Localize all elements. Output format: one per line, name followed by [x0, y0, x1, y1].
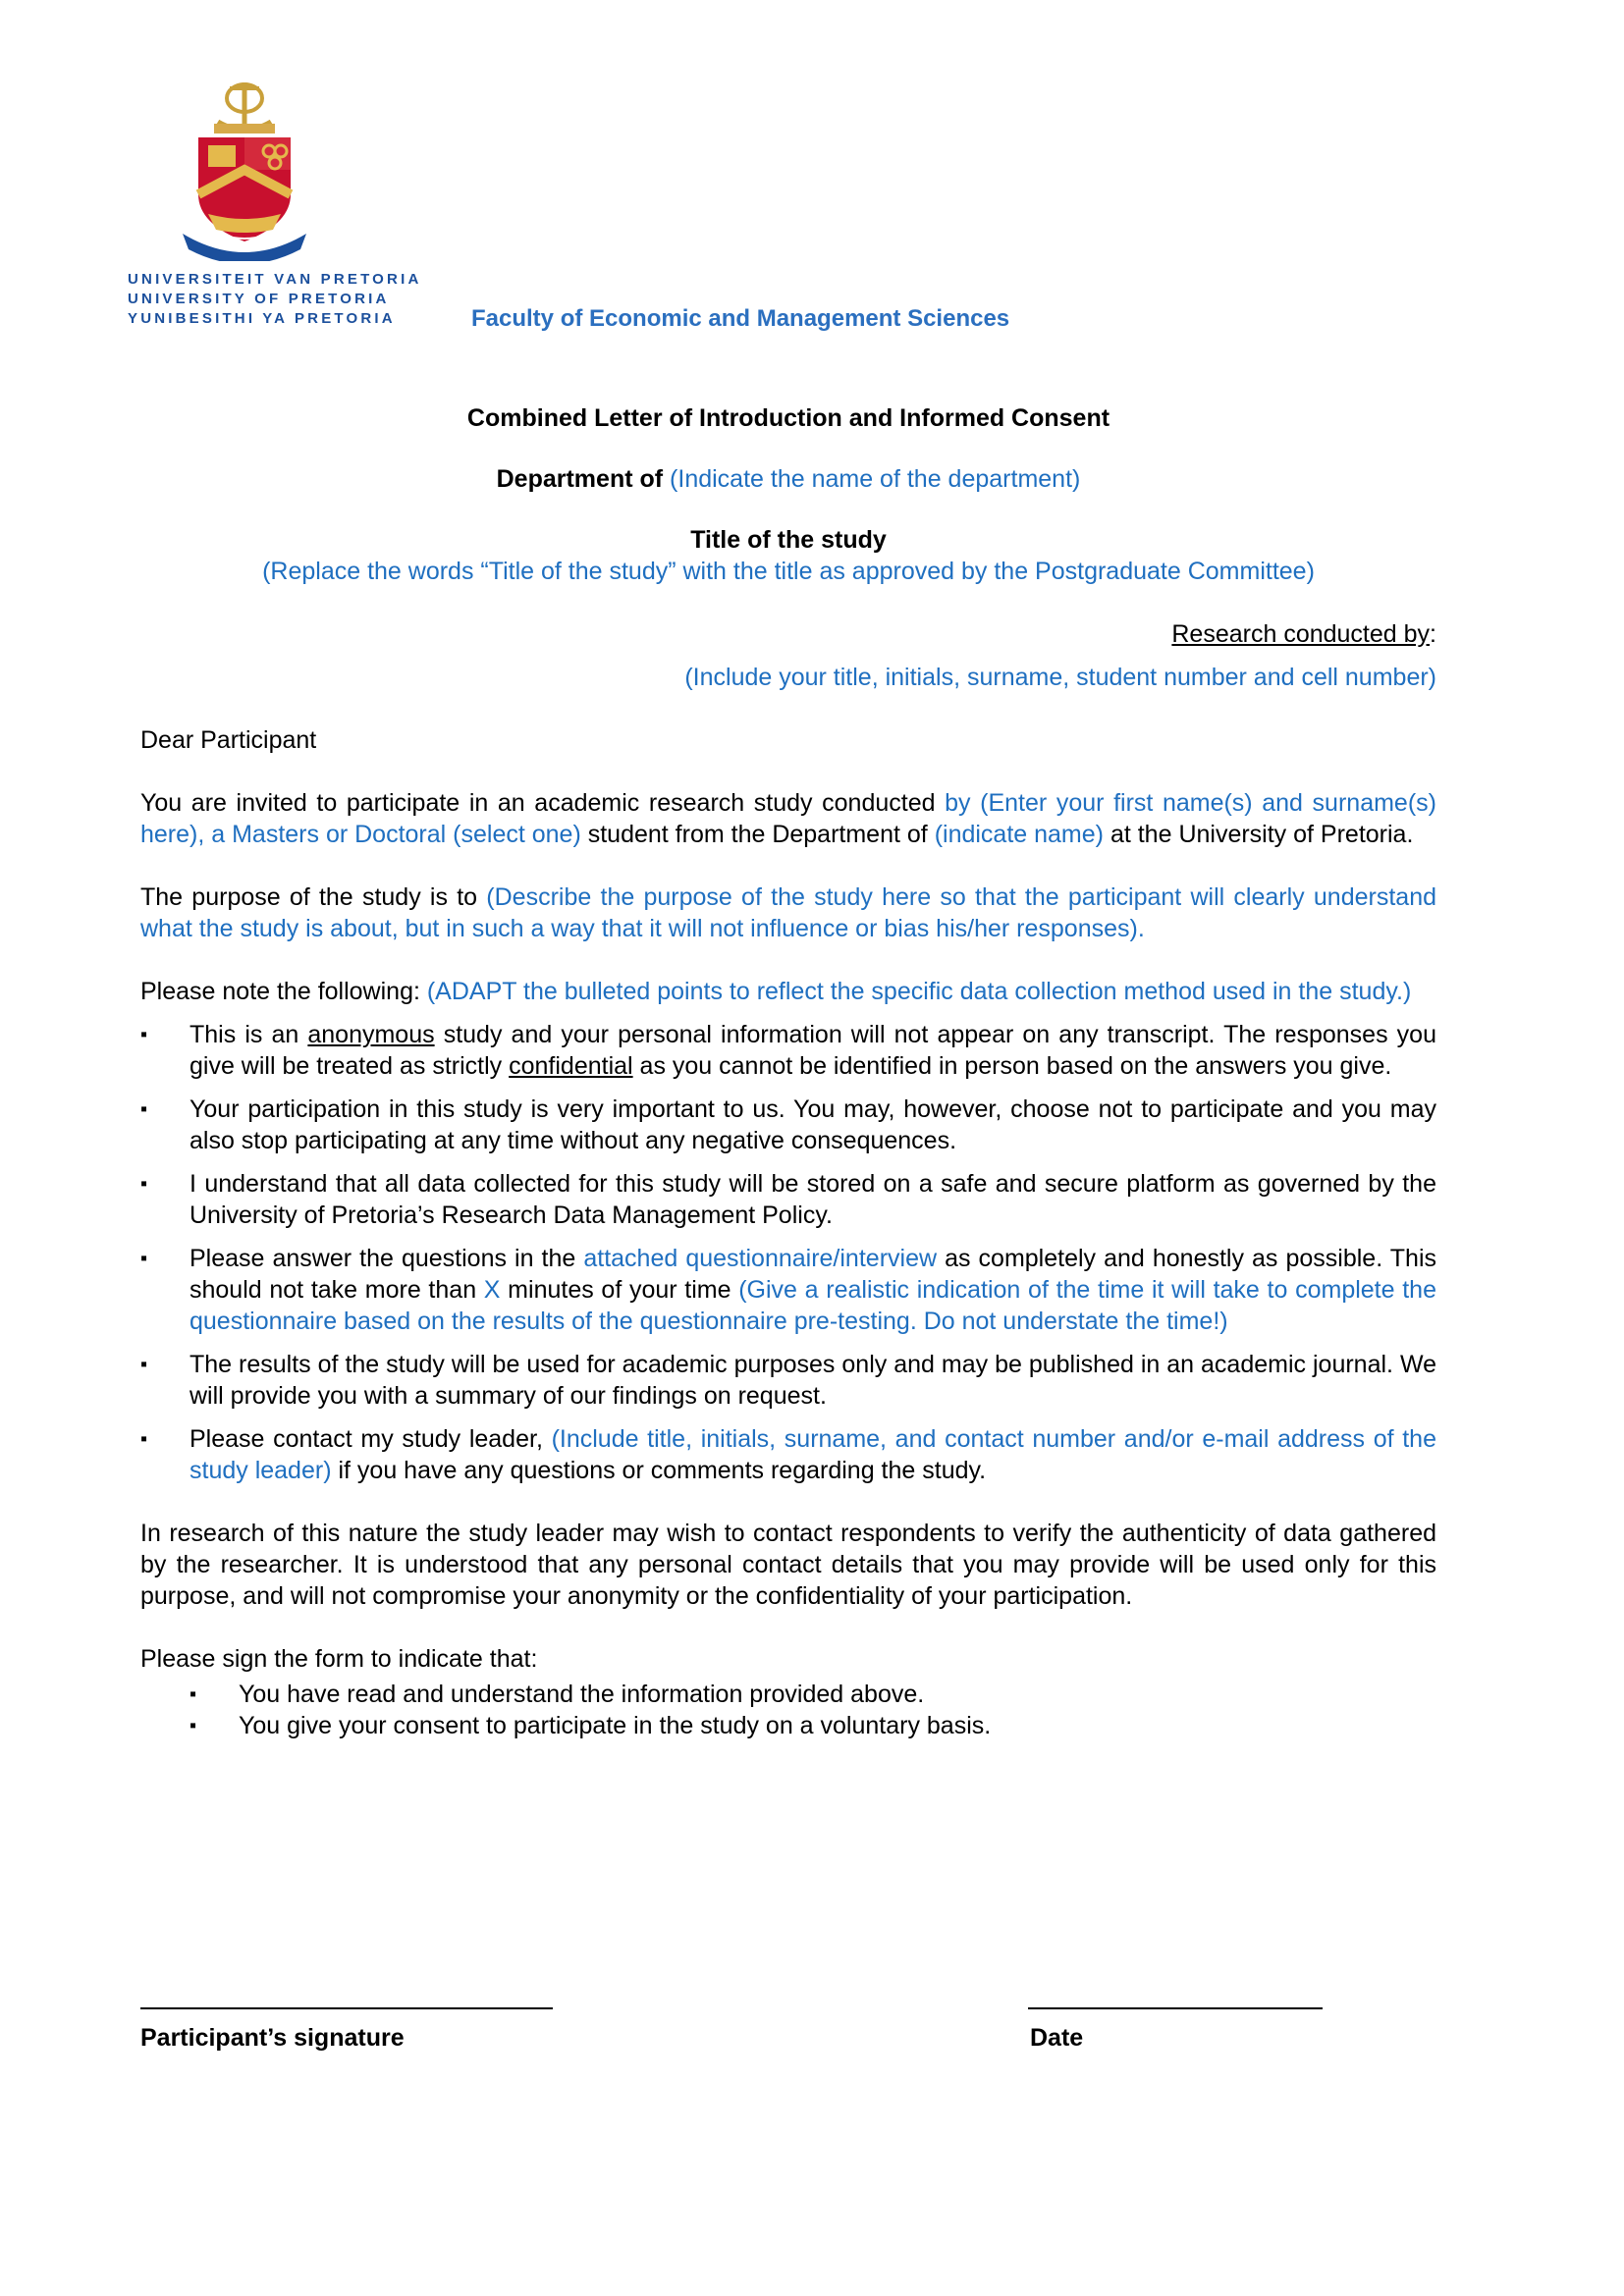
- faculty-name: Faculty of Economic and Management Sciences: [471, 305, 1010, 332]
- bullet-4-text-2: as completely and honestly as possible. This should not take more than: [189, 1245, 1436, 1304]
- intro-hint-2: (indicate name): [934, 821, 1104, 848]
- research-by-colon: :: [1430, 620, 1436, 648]
- research-note-paragraph: In research of this nature the study leader may wish to contact respondents to verify the authenticity of data gathered by the researcher. It is understood that any personal contact details that you may provide will be used only for this purpose, and will not compromise your anonymity or the confidentiality of your participation.: [140, 1520, 1436, 1610]
- bullet-6-text-2: if you have any questions or comments regarding the study.: [331, 1457, 987, 1484]
- bullet-1-text-1: This is an: [189, 1021, 308, 1048]
- list-item: ▪ You give your consent to participate in the study on a voluntary basis.: [140, 1710, 1436, 1741]
- date-label: Date: [1030, 2024, 1084, 2052]
- bullet-6-hint-1: (Include title, initials, surname, and contact number and/or e-mail address of the study leader): [189, 1425, 1436, 1484]
- university-name-sepedi: YUNIBESITHI YA PRETORIA: [128, 310, 396, 327]
- bullet-1-underline-2: confidential: [509, 1052, 633, 1080]
- study-title: Title of the study: [690, 526, 887, 554]
- intro-paragraph: [140, 787, 1436, 850]
- purpose-paragraph: [140, 881, 1436, 944]
- intro-text-1: You are invited to participate in an academic research study conducted: [140, 789, 946, 817]
- note-hint: (ADAPT the bulleted points to reflect the specific data collection method used in the study.): [426, 978, 1412, 1005]
- department-label: Department of: [496, 465, 664, 493]
- study-title-hint: (Replace the words “Title of the study” with the title as approved by the Postgraduate Committee): [262, 558, 1315, 585]
- research-by-label: Research conducted by: [1171, 620, 1431, 648]
- intro-text-3: at the University of Pretoria.: [1104, 821, 1414, 848]
- document-title: Combined Letter of Introduction and Informed Consent: [466, 404, 1110, 432]
- university-name-afrikaans: UNIVERSITEIT VAN PRETORIA: [128, 271, 422, 288]
- bullet-4-text-3: minutes of your time: [500, 1276, 739, 1304]
- list-item: [140, 1019, 1436, 1082]
- bullet-4-text-1: Please answer the questions in the: [189, 1245, 584, 1272]
- conditions-list: [140, 1019, 1436, 1486]
- intro-text-2: student from the Department of: [580, 821, 935, 848]
- date-line: [1028, 2007, 1323, 2009]
- university-name-english: UNIVERSITY OF PRETORIA: [128, 291, 390, 307]
- sign-intro: Please sign the form to indicate that:: [140, 1645, 538, 1673]
- department-hint: (Indicate the name of the department): [670, 465, 1081, 493]
- note-text: Please note the following:: [140, 978, 427, 1005]
- research-by-hint: (Include your title, initials, surname, student number and cell number): [684, 664, 1436, 691]
- research-by-line: [140, 618, 1436, 650]
- bullet-4-hint-3: (Give a realistic indication of the time it will take to complete the questionnaire based on the results of the questionnaire pre-testing. Do not understate the time!): [189, 1276, 1436, 1335]
- bullet-4-hint-1: attached questionnaire/interview: [583, 1245, 938, 1272]
- bullet-1-text-2: study and your personal information will not appear on any transcript. The responses you give will be treated as strictly: [189, 1021, 1436, 1080]
- consent-list: [140, 1679, 1436, 1741]
- bullet-4-hint-2: X: [483, 1276, 501, 1304]
- list-item: ▪ The results of the study will be used for academic purposes only and may be published in an academic journal. We will provide you with a summary of our findings on request.: [140, 1349, 1436, 1412]
- list-item: [140, 1243, 1436, 1337]
- list-item: [140, 1423, 1436, 1486]
- university-names: [128, 270, 421, 329]
- purpose-text: The purpose of the study is to: [140, 883, 487, 911]
- list-item: ▪ Your participation in this study is very important to us. You may, however, choose not to participate and you may also stop participating at any time without any negative consequences.: [140, 1094, 1436, 1156]
- letter-body: [140, 402, 1436, 1741]
- department-line: [140, 463, 1436, 495]
- purpose-hint: (Describe the purpose of the study here so that the participant will clearly understand what the study is about, but in such a way that it will not influence or bias his/her responses).: [140, 883, 1436, 942]
- note-paragraph: [140, 976, 1436, 1007]
- signature-label: Participant’s signature: [140, 2024, 405, 2052]
- signature-line: [140, 2007, 553, 2009]
- salutation: Dear Participant: [140, 726, 317, 754]
- bullet-1-underline-1: anonymous: [307, 1021, 435, 1048]
- list-item: ▪ I understand that all data collected for this study will be stored on a safe and secure platform as governed by the University of Pretoria’s Research Data Management Policy.: [140, 1168, 1436, 1231]
- bullet-1-text-3: as you cannot be identified in person based on the answers you give.: [632, 1052, 1392, 1080]
- list-item: ▪ You have read and understand the information provided above.: [140, 1679, 1436, 1710]
- intro-hint-1: by (Enter your first name(s) and surname(s) here), a Masters or Doctoral (select one): [140, 789, 1436, 848]
- university-crest-logo: [179, 77, 310, 261]
- bullet-6-text-1: Please contact my study leader,: [189, 1425, 552, 1453]
